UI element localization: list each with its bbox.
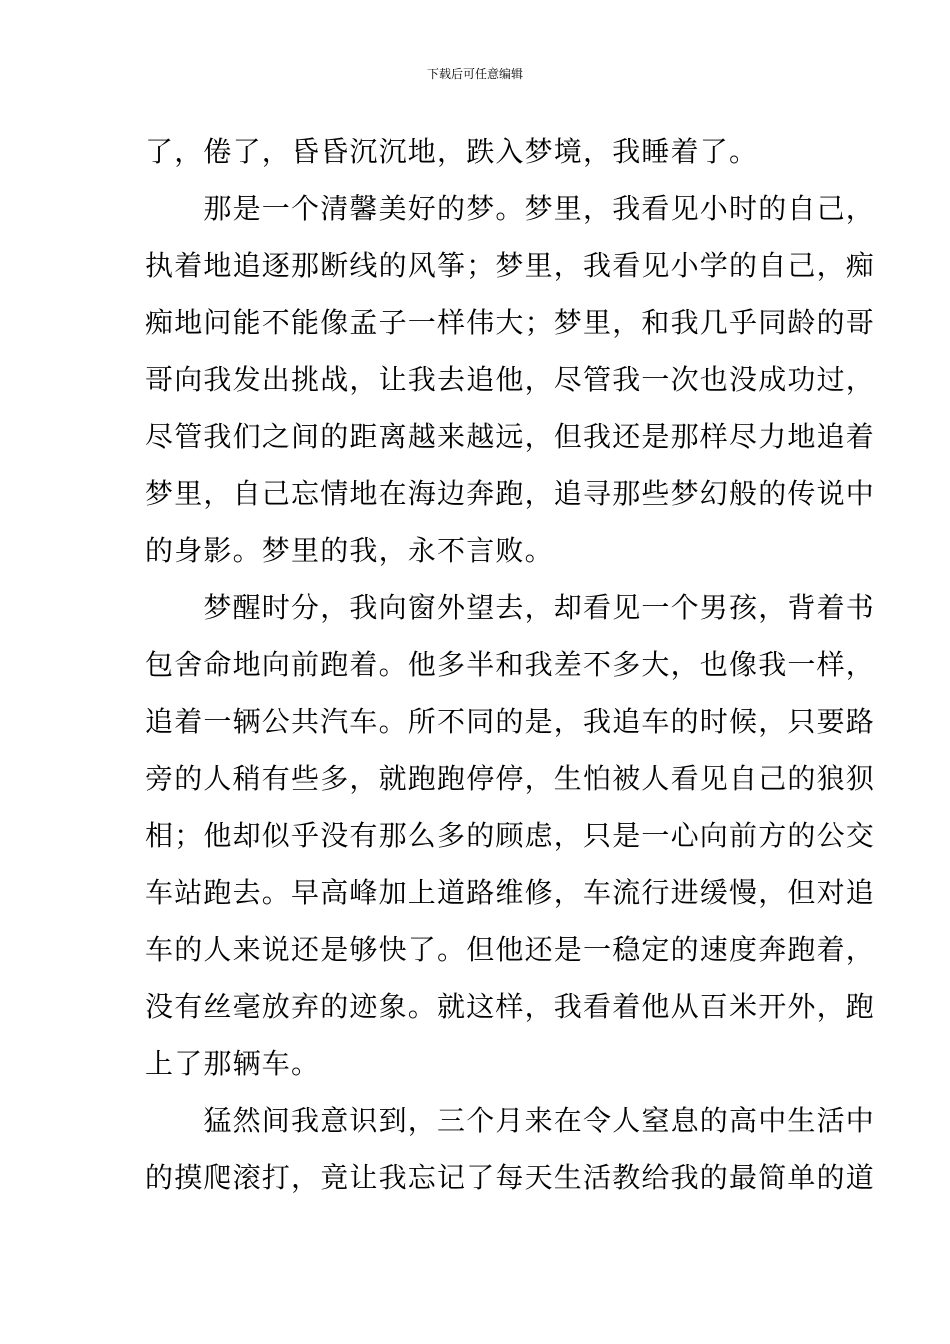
text-line: 哥向我发出挑战，让我去追他，尽管我一次也没成功过， (145, 363, 876, 396)
text-line: 没有丝毫放弃的迹象。就这样，我看着他从百米开外，跑 (145, 990, 876, 1023)
text-line: 追着一辆公共汽车。所不同的是，我追车的时候，只要路 (145, 705, 876, 738)
text-line: 旁的人稍有些多，就跑跑停停，生怕被人看见自己的狼狈 (145, 762, 876, 795)
text-line: 车的人来说还是够快了。但他还是一稳定的速度奔跑着， (145, 933, 876, 966)
text-line: 的摸爬滚打，竟让我忘记了每天生活教给我的最简单的道 (145, 1161, 876, 1194)
text-line: 执着地追逐那断线的风筝；梦里，我看见小学的自己，痴 (145, 249, 876, 282)
text-line: 梦里，自己忘情地在海边奔跑，追寻那些梦幻般的传说中 (145, 477, 876, 510)
text-line: 车站跑去。早高峰加上道路维修，车流行进缓慢，但对追 (145, 876, 876, 909)
text-line: 相；他却似乎没有那么多的顾虑，只是一心向前方的公交 (145, 819, 876, 852)
text-line: 包舍命地向前跑着。他多半和我差不多大，也像我一样， (145, 648, 876, 681)
text-line: 梦醒时分，我向窗外望去，却看见一个男孩，背着书 (145, 591, 876, 624)
text-line: 尽管我们之间的距离越来越远，但我还是那样尽力地追着 (145, 420, 876, 453)
text-line: 上了那辆车。 (145, 1047, 321, 1080)
text-line: 的身影。梦里的我，永不言败。 (145, 534, 554, 567)
text-line: 那是一个清馨美好的梦。梦里，我看见小时的自己， (145, 192, 876, 225)
page-header: 下载后可任意编辑 (426, 67, 523, 81)
text-line: 猛然间我意识到，三个月来在令人窒息的高中生活中 (145, 1104, 876, 1137)
text-line: 痴地问能不能像孟子一样伟大；梦里，和我几乎同龄的哥 (145, 306, 876, 339)
text-line: 了，倦了，昏昏沉沉地，跌入梦境，我睡着了。 (145, 135, 759, 168)
